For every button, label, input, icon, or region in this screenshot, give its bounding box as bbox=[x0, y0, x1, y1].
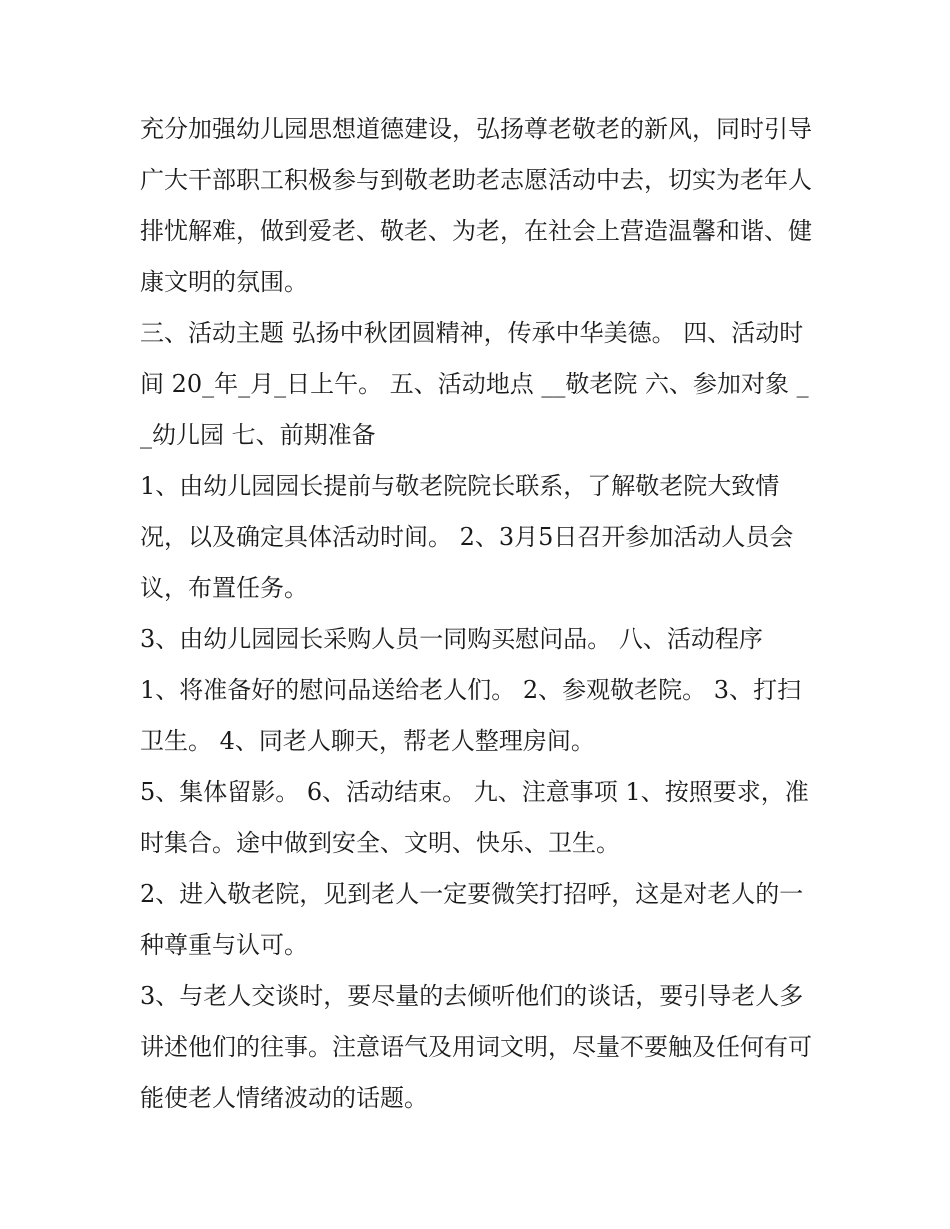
paragraph-purchase: 3、由幼儿园园长采购人员一同购买慰问品。 八、活动程序 bbox=[140, 625, 763, 653]
paragraph-notes-3: 3、与老人交谈时，要尽量的去倾听他们的谈话，要引导老人多讲述他们的往事。注意语气及用词文明，尽量不要触及任何有可能使老人情绪波动的话题。 bbox=[140, 982, 812, 1112]
paragraph-notes-1: 5、集体留影。 6、活动结束。 九、注意事项 1、按照要求，准时集合。途中做到安全、文明、快乐、卫生。 bbox=[140, 778, 809, 857]
paragraph-intro: 充分加强幼儿园思想道德建设，弘扬尊老敬老的新风，同时引导广大干部职工积极参与到敬老助老志愿活动中去，切实为老年人排忧解难，做到爱老、敬老、为老，在社会上营造温馨和谐、健康文明的氛围。 bbox=[140, 115, 812, 296]
paragraph-procedure: 1、将准备好的慰问品送给老人们。 2、参观敬老院。 3、打扫卫生。 4、同老人聊天，帮老人整理房间。 bbox=[140, 676, 802, 755]
paragraph-theme-time-place: 三、活动主题 弘扬中秋团圆精神，传承中华美德。 四、活动时间 20_年_月_日上午。 五、活动地点 __敬老院 六、参加对象 __幼儿园 七、前期准备 bbox=[140, 319, 809, 449]
paragraph-notes-2: 2、进入敬老院，见到老人一定要微笑打招呼，这是对老人的一种尊重与认可。 bbox=[140, 880, 804, 959]
paragraph-preparation: 1、由幼儿园园长提前与敬老院院长联系，了解敬老院大致情况，以及确定具体活动时间。 2、3月5日召开参加活动人员会议，布置任务。 bbox=[140, 472, 794, 602]
document-body bbox=[140, 104, 820, 1124]
